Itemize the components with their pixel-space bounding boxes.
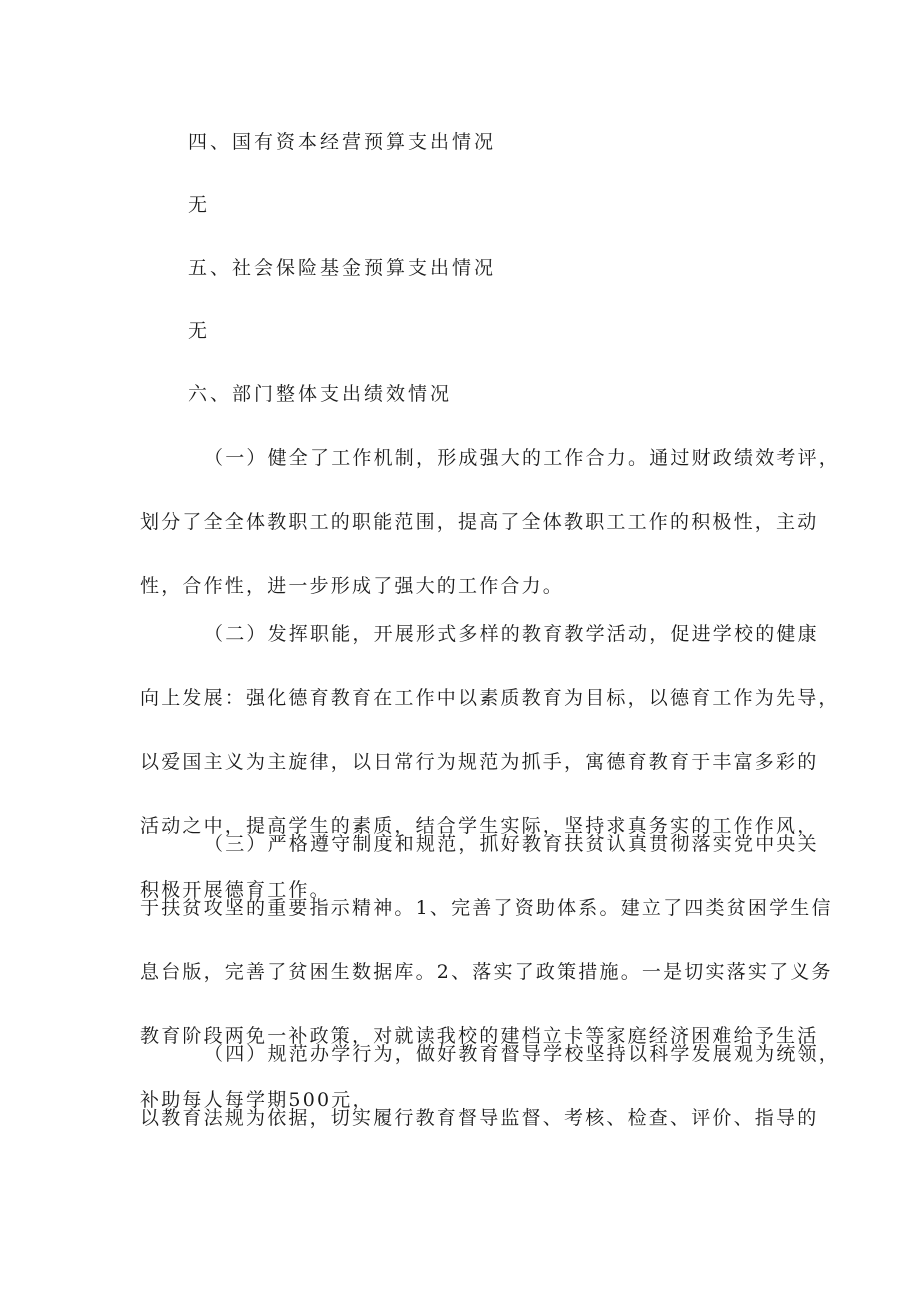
- paragraph-line: 于扶贫攻坚的重要指示精神。1、完善了资助体系。建立了四类贫困学生信: [140, 897, 833, 919]
- paragraph-line: 教育阶段两免一补政策，对就读我校的建档立卡等家庭经济困难给予生活: [140, 1025, 819, 1047]
- paragraph-line: （一）健全了工作机制，形成强大的工作合力。通过财政绩效考评，: [204, 447, 841, 469]
- paragraph-line: 性，合作性，进一步形成了强大的工作合力。: [140, 575, 565, 597]
- section-heading-4: 四、国有资本经营预算支出情况: [188, 131, 497, 153]
- paragraph-line: （三）严格遵守制度和规范，抓好教育扶贫认真贯彻落实党中央关: [204, 833, 819, 855]
- paragraph-line: 向上发展：强化德育教育在工作中以素质教育为目标，以德育工作为先导，: [140, 687, 840, 709]
- paragraph-line: 补助每人每学期500元，: [140, 1089, 374, 1111]
- paragraph-1: [140, 446, 841, 638]
- paragraph-line: 活动之中，提高学生的素质，结合学生实际，坚持求真务实的工作作风，: [140, 815, 819, 837]
- section-4-body: 无: [188, 194, 208, 216]
- paragraph-line: 以教育法规为依据，切实履行教育督导监督、考核、检查、评价、指导的: [140, 1107, 819, 1129]
- paragraph-line: 积极开展德育工作。: [140, 879, 331, 901]
- section-heading-5: 五、社会保险基金预算支出情况: [188, 257, 497, 279]
- paragraph-line: （四）规范办学行为，做好教育督导学校坚持以科学发展观为统领，: [204, 1043, 841, 1065]
- paragraph-line: （二）发挥职能，开展形式多样的教育教学活动，促进学校的健康: [204, 623, 819, 645]
- paragraph-line: 息台版，完善了贫困生数据库。2、落实了政策措施。一是切实落实了义务: [140, 961, 833, 983]
- section-5-body: 无: [188, 320, 208, 342]
- paragraph-4: [140, 1042, 841, 1170]
- paragraph-line: 以爱国主义为主旋律，以日常行为规范为抓手，寓德育教育于丰富多彩的: [140, 751, 819, 773]
- paragraph-line: 划分了全全体教职工的职能范围，提高了全体教职工工作的积极性，主动: [140, 511, 819, 533]
- section-heading-6: 六、部门整体支出绩效情况: [188, 383, 453, 405]
